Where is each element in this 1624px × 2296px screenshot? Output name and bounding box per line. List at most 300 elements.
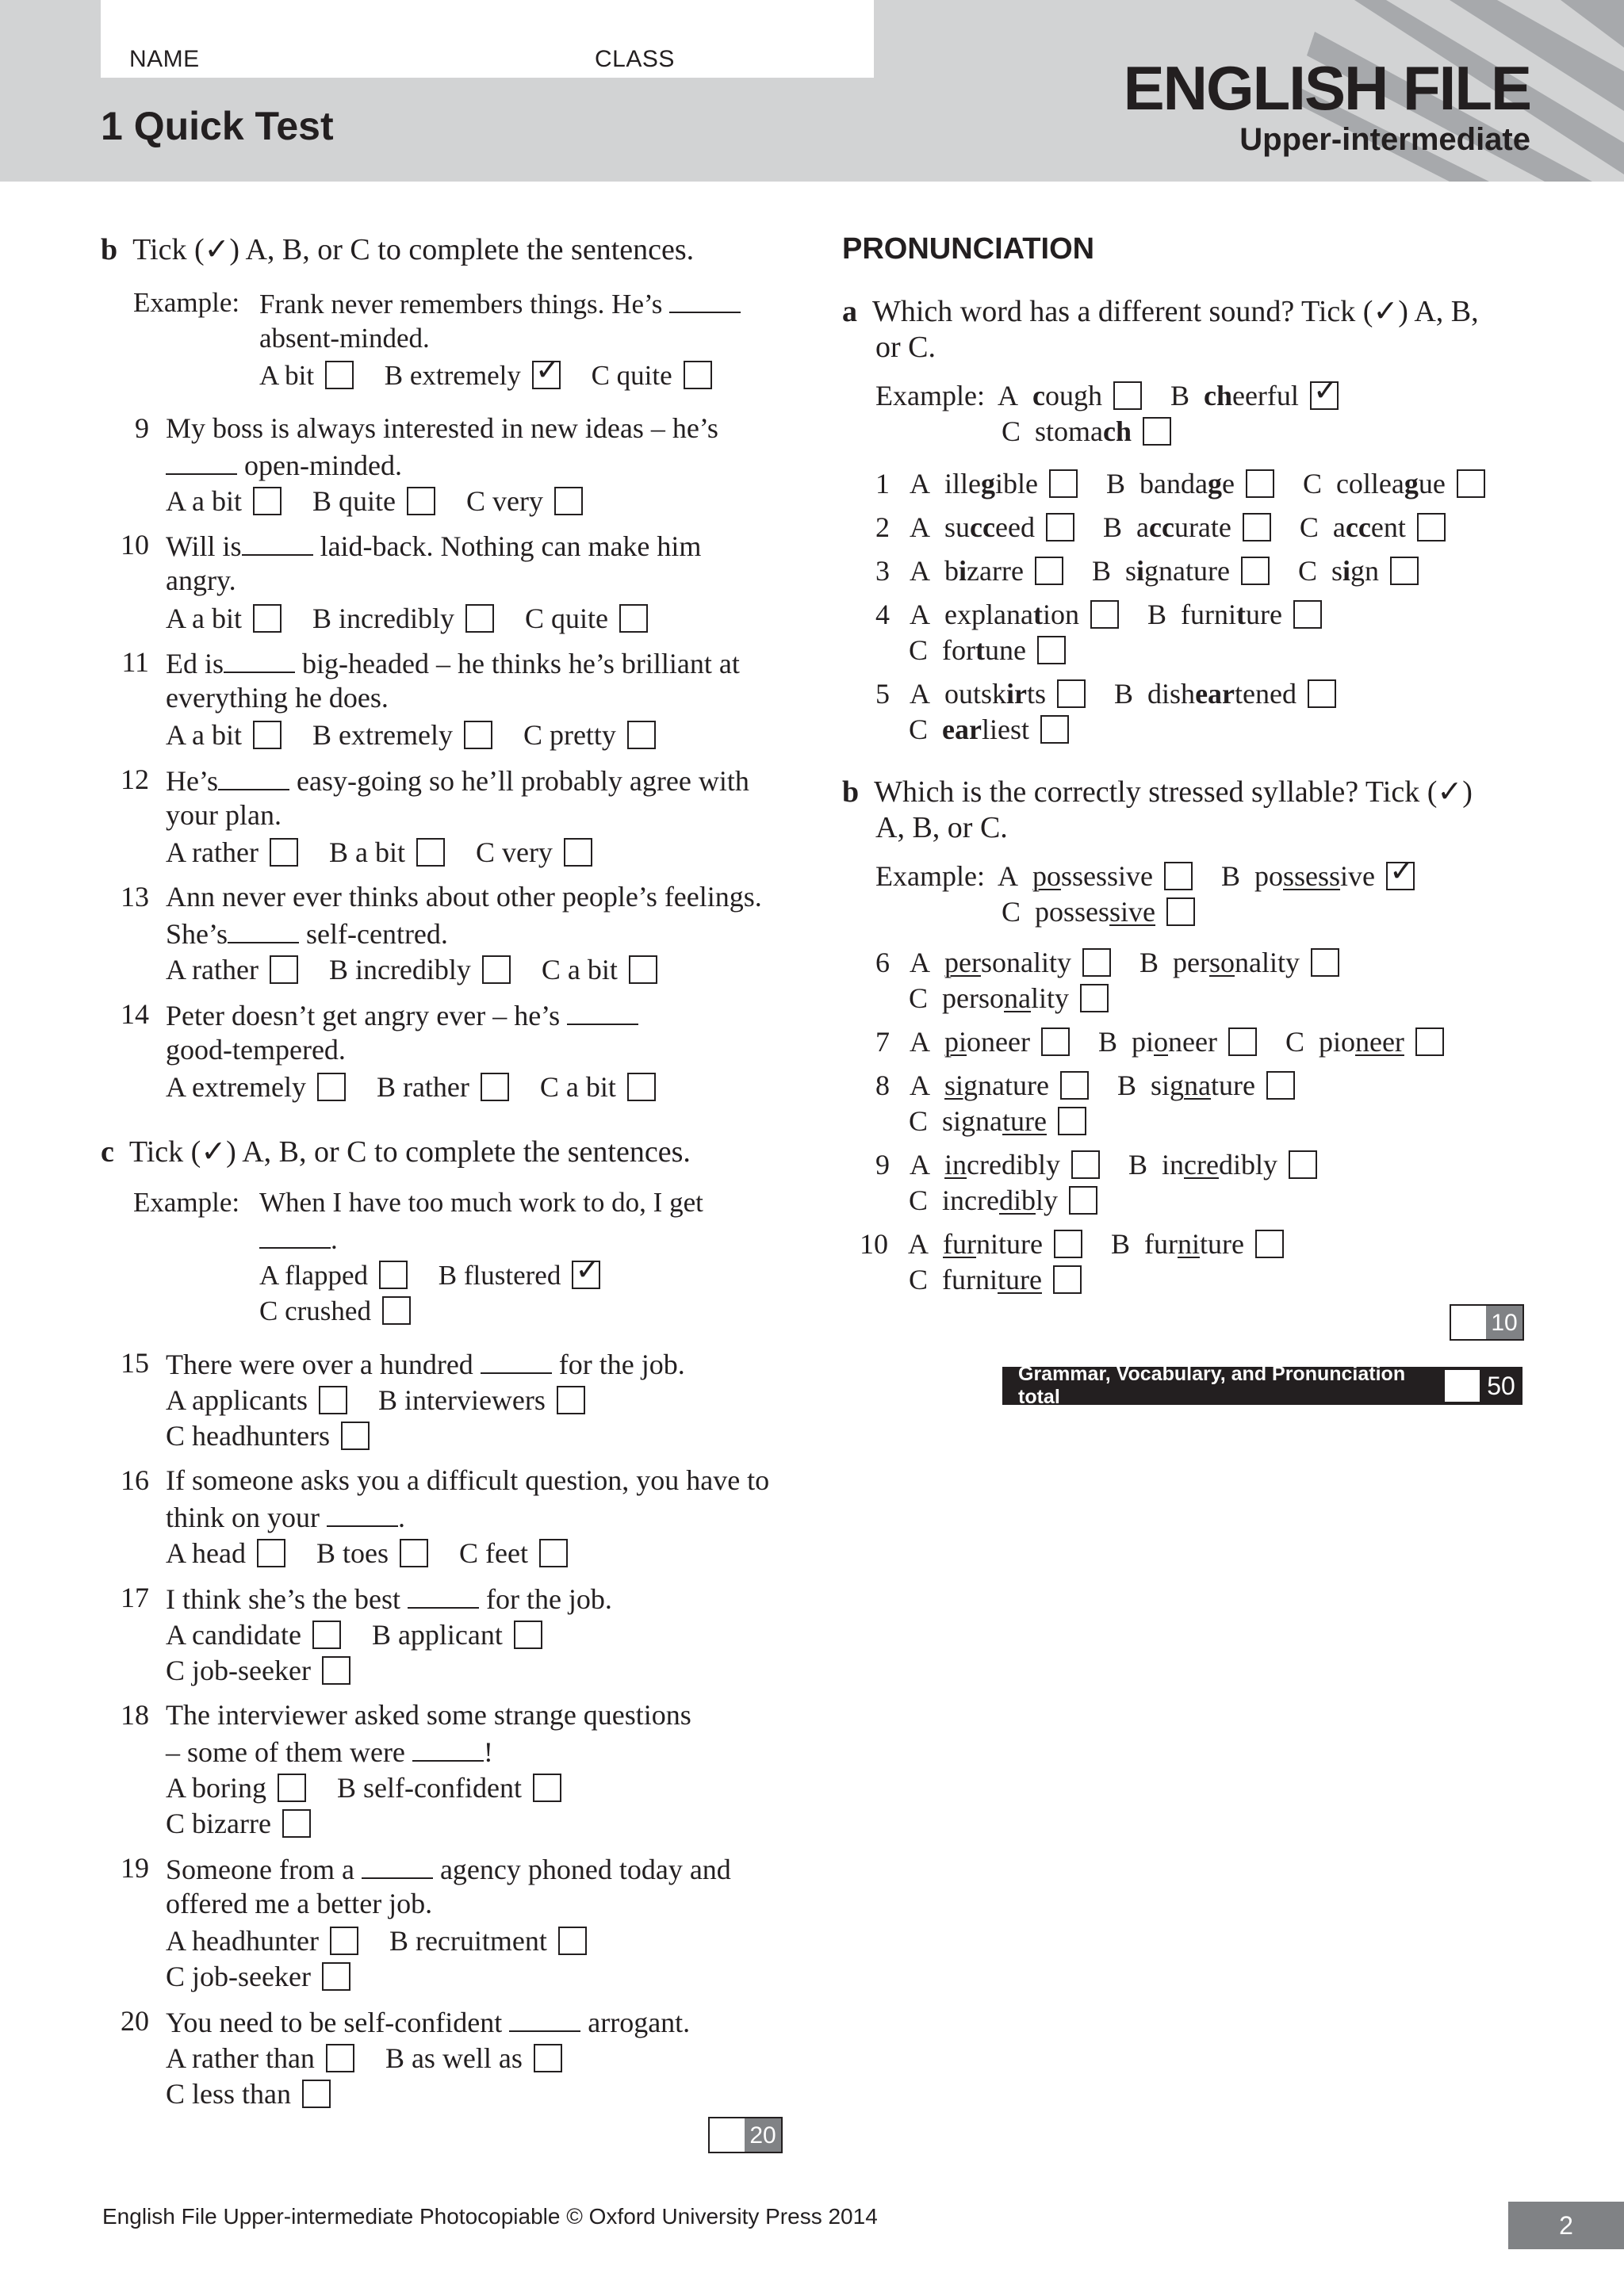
option-label: A rather	[166, 836, 259, 868]
option-label: A head	[166, 1537, 246, 1569]
score-entry[interactable]	[710, 2118, 745, 2152]
checkbox[interactable]	[514, 1621, 542, 1649]
option-a	[166, 1383, 347, 1418]
checkbox[interactable]	[1037, 636, 1066, 664]
score-max: 10	[1486, 1306, 1522, 1339]
checkbox[interactable]	[1049, 469, 1078, 498]
answer-blank	[327, 1498, 398, 1527]
question-options	[166, 601, 672, 637]
stress-q10-cont: C furniture	[909, 1262, 1082, 1298]
checkbox[interactable]	[1041, 1027, 1070, 1056]
text: Someone from a	[166, 1854, 354, 1885]
checkbox[interactable]	[465, 604, 494, 633]
checkbox[interactable]	[1054, 1230, 1082, 1258]
text: Peter doesn’t get angry ever – he’s	[166, 1000, 561, 1031]
brand-name: ENGLISH FILE	[1123, 53, 1530, 123]
stress-q6-cont: C personality	[909, 981, 1109, 1016]
checkbox[interactable]	[1040, 715, 1069, 744]
checkbox[interactable]	[1246, 469, 1274, 498]
section-instruction: Tick (✓) A, B, or C to complete the sentences.	[132, 233, 695, 266]
checkbox[interactable]	[253, 487, 282, 515]
checkbox	[379, 1261, 408, 1289]
option-label: C a bit	[541, 954, 618, 985]
option-label: A a bit	[166, 719, 242, 751]
checkbox[interactable]	[627, 1073, 656, 1101]
checkbox[interactable]	[312, 1621, 341, 1649]
option-c	[166, 1806, 311, 1842]
checkbox-ticked	[1386, 853, 1415, 890]
option-c	[476, 835, 592, 871]
question-text	[166, 762, 749, 799]
option-label: B extremely	[312, 719, 453, 751]
option-b	[384, 352, 561, 393]
question-text-cont	[166, 446, 402, 484]
option-a	[166, 1070, 346, 1105]
checkbox[interactable]	[416, 838, 445, 867]
option-b	[329, 835, 445, 871]
option-b	[389, 1923, 587, 1959]
checkbox[interactable]	[253, 604, 282, 633]
footer-title: English File Upper-intermediate	[102, 2204, 414, 2229]
stress-example-cont: C possessive	[1002, 894, 1195, 930]
option-b	[377, 1070, 509, 1105]
question-number: 17	[121, 1582, 149, 1613]
question-options-cont	[166, 1959, 374, 1995]
text: laid-back. Nothing can make him	[320, 530, 702, 562]
stress-example: Example: A possessive B possessive ✓	[875, 853, 1415, 892]
text: He’s	[166, 765, 218, 797]
total-max: 50	[1483, 1370, 1519, 1402]
question-options	[166, 1070, 680, 1105]
question-options	[166, 2041, 586, 2076]
text: open-minded.	[244, 450, 402, 481]
score-entry[interactable]	[1451, 1306, 1486, 1339]
option-c	[166, 1653, 350, 1689]
text: big-headed – he thinks he’s brilliant at	[302, 648, 740, 679]
option-a	[166, 2041, 354, 2076]
example-options	[259, 352, 736, 393]
option-label: C quite	[591, 360, 672, 391]
option-c	[459, 1536, 568, 1571]
option-a	[166, 1536, 285, 1571]
name-class-box	[101, 0, 874, 78]
question-number: 12	[121, 763, 149, 795]
option-c	[525, 601, 648, 637]
total-score-entry[interactable]	[1445, 1370, 1480, 1402]
checkbox[interactable]	[1060, 1071, 1089, 1100]
question-number: 9	[135, 412, 149, 444]
option-label: B recruitment	[389, 1925, 547, 1957]
checkbox[interactable]	[1080, 984, 1109, 1012]
stress-q7: 7 A pioneer B pioneer C pioneer	[875, 1024, 1444, 1060]
checkbox[interactable]	[322, 1962, 350, 1991]
checkbox	[382, 1296, 411, 1325]
checkbox[interactable]	[1255, 1230, 1284, 1258]
question-text-cont	[166, 915, 448, 952]
checkbox[interactable]	[1057, 679, 1086, 708]
question-text-cont: – some of them were !	[166, 1733, 493, 1770]
pron-q1: 1 A illegible B bandage C colleague	[875, 466, 1485, 502]
header-band	[0, 0, 1624, 182]
option-b	[385, 2041, 562, 2076]
checkbox[interactable]	[1228, 1027, 1257, 1056]
section-instruction: Which word has a different sound? Tick (✓) A, B,	[872, 295, 1479, 328]
question-number: 18	[121, 1699, 149, 1731]
pron-q3: 3 A bizarre B signature C sign	[875, 553, 1419, 589]
answer-blank	[412, 1733, 484, 1762]
tick-icon: ✓	[534, 352, 561, 387]
option-label: A a bit	[166, 603, 242, 634]
option-label: B rather	[376, 1071, 469, 1103]
checkbox[interactable]	[322, 1656, 350, 1685]
checkbox[interactable]	[400, 1539, 428, 1567]
answer-blank	[669, 285, 741, 313]
question-options	[166, 1617, 566, 1653]
answer-blank	[259, 1221, 331, 1249]
total-label: Grammar, Vocabulary, and Pronunciation total	[1018, 1363, 1406, 1408]
text: easy-going so he’ll probably agree with	[297, 765, 749, 797]
answer-blank	[218, 762, 289, 790]
checkbox[interactable]	[278, 1774, 306, 1802]
checkbox[interactable]	[534, 2044, 562, 2072]
option-label: C very	[475, 836, 553, 868]
example-text: Frank never remembers things. He’s	[259, 289, 663, 320]
question-options-cont	[166, 1806, 335, 1842]
section-instruction: Tick (✓) A, B, or C to complete the sentences.	[128, 1135, 691, 1169]
stress-q6: 6 A personality B personality	[875, 945, 1339, 981]
checkbox[interactable]	[1082, 948, 1111, 977]
checkbox[interactable]	[1058, 1107, 1086, 1135]
section-letter: a	[842, 295, 857, 328]
section-instruction: Which is the correctly stressed syllable? Tick (✓)	[874, 775, 1473, 809]
question-text	[166, 997, 638, 1034]
question-text-cont: offered me a better job.	[166, 1888, 433, 1919]
question-text-cont: angry.	[166, 564, 236, 596]
question-options	[166, 1923, 611, 1959]
question-options-cont	[166, 1418, 393, 1454]
question-options	[166, 952, 681, 988]
score-max: 20	[745, 2118, 781, 2152]
section-a-heading-cont: or C.	[875, 331, 936, 364]
option-b	[337, 1770, 561, 1806]
section-letter: b	[842, 775, 860, 809]
option-b	[312, 718, 492, 753]
option-c	[542, 952, 657, 988]
checkbox	[684, 361, 712, 389]
checkbox[interactable]	[330, 1927, 358, 1955]
brand-level: Upper-intermediate	[1239, 122, 1530, 157]
question-text: If someone asks you a difficult question, you have to	[166, 1464, 770, 1496]
option-a	[166, 718, 282, 753]
option-label: A rather than	[166, 2042, 315, 2074]
option-b	[316, 1536, 428, 1571]
text: I think she’s the best	[166, 1583, 400, 1615]
pron-example: Example: A cough B cheerful ✓	[875, 373, 1339, 411]
question-number: 14	[121, 998, 149, 1030]
text: There were over a hundred	[166, 1349, 473, 1380]
question-text: The interviewer asked some strange questions	[166, 1699, 691, 1731]
option-b	[438, 1252, 601, 1293]
option-a	[166, 1770, 306, 1806]
checkbox[interactable]	[629, 955, 657, 984]
option-c	[166, 2076, 331, 2112]
example-label: Example:	[133, 287, 240, 318]
option-label: C quite	[524, 603, 608, 634]
checkbox[interactable]	[270, 838, 298, 867]
option-c	[166, 1959, 350, 1995]
example-sentence-cont: absent-minded.	[259, 323, 430, 354]
checkbox[interactable]	[1035, 557, 1063, 585]
answer-blank	[408, 1580, 479, 1609]
option-b	[329, 952, 511, 988]
answer-blank	[567, 997, 638, 1025]
name-label: NAME	[129, 46, 200, 72]
checkbox[interactable]	[319, 1386, 347, 1414]
option-b	[378, 1383, 585, 1418]
section-b-stress-heading-cont: A, B, or C.	[875, 811, 1008, 844]
question-options	[166, 1383, 609, 1418]
option-label: C a bit	[539, 1071, 616, 1103]
question-number: 11	[121, 646, 149, 678]
checkbox[interactable]	[1266, 1071, 1295, 1100]
checkbox[interactable]	[407, 487, 435, 515]
checkbox	[325, 361, 354, 389]
option-label: B interviewers	[377, 1384, 546, 1416]
pron-q2: 2 A succeed B accurate C accent	[875, 510, 1446, 545]
option-label: B incredibly	[328, 954, 471, 985]
question-text	[166, 527, 701, 564]
question-number: 16	[121, 1464, 149, 1496]
checkbox[interactable]	[464, 721, 492, 749]
question-text	[166, 1345, 685, 1383]
option-a	[166, 484, 282, 519]
stress-q9: 9 A incredibly B incredibly	[875, 1147, 1317, 1183]
checkbox[interactable]	[1069, 1186, 1097, 1215]
checkbox[interactable]	[1390, 557, 1419, 585]
answer-blank	[224, 645, 295, 673]
option-label: A headhunter	[166, 1925, 319, 1957]
checkbox[interactable]	[317, 1073, 346, 1101]
option-label: C bizarre	[166, 1808, 271, 1839]
tick-icon: ✓	[1312, 373, 1339, 408]
option-label: C feet	[458, 1537, 528, 1569]
tick-icon: ✓	[1389, 853, 1415, 888]
stress-q8-cont: C signature	[909, 1104, 1086, 1139]
option-label: A extremely	[166, 1071, 306, 1103]
answer-blank	[481, 1345, 552, 1374]
checkbox[interactable]	[1415, 1027, 1444, 1056]
answer-blank	[228, 915, 299, 943]
question-text	[166, 645, 740, 682]
option-c	[540, 1070, 656, 1105]
option-label: A rather	[166, 954, 259, 985]
option-a	[166, 952, 298, 988]
option-label: B a bit	[328, 836, 405, 868]
class-label: CLASS	[595, 46, 675, 72]
checkbox[interactable]	[1243, 513, 1271, 541]
checkbox[interactable]	[558, 1927, 587, 1955]
option-b	[312, 484, 435, 519]
checkbox[interactable]	[326, 2044, 354, 2072]
checkbox[interactable]	[1053, 1265, 1082, 1294]
option-a	[259, 1258, 408, 1293]
section-letter: b	[101, 233, 118, 266]
pron-q4-cont: C fortune	[909, 633, 1066, 668]
checkbox[interactable]	[539, 1539, 568, 1567]
checkbox-ticked	[1310, 373, 1339, 410]
checkbox[interactable]	[554, 487, 583, 515]
pron-q4: 4 A explanation B furniture	[875, 597, 1322, 633]
option-b	[312, 601, 494, 637]
checkbox[interactable]	[627, 721, 656, 749]
question-options	[166, 1770, 585, 1806]
option-label: A boring	[166, 1772, 267, 1804]
text: self-centred.	[306, 918, 448, 950]
section-a-heading	[842, 293, 1479, 331]
question-options-cont	[166, 2076, 354, 2112]
option-a	[166, 601, 282, 637]
section-b-stress-heading	[842, 774, 1473, 812]
option-label: C headhunters	[166, 1420, 330, 1452]
text: think on your	[166, 1502, 320, 1533]
question-options	[166, 1536, 592, 1571]
question-options	[166, 718, 680, 753]
checkbox[interactable]	[1311, 948, 1339, 977]
option-label: B flustered	[438, 1260, 561, 1291]
text: – some of them were	[166, 1736, 405, 1768]
checkbox[interactable]	[557, 1386, 585, 1414]
option-a	[166, 1617, 341, 1653]
checkbox[interactable]	[1071, 1150, 1100, 1179]
question-number: 19	[121, 1852, 149, 1884]
footer	[102, 2204, 878, 2229]
example-options	[259, 1252, 624, 1293]
checkbox	[1164, 862, 1193, 890]
option-a	[166, 835, 298, 871]
score-box-section-c	[708, 2117, 783, 2153]
brand-logo	[1123, 53, 1530, 157]
stress-q10: 10 A furniture B furniture	[860, 1226, 1284, 1262]
option-c	[523, 718, 656, 753]
checkbox[interactable]	[253, 721, 282, 749]
answer-blank	[242, 527, 313, 556]
question-number: 20	[121, 2005, 149, 2037]
option-label: C job-seeker	[166, 1961, 311, 1992]
checkbox[interactable]	[1241, 557, 1270, 585]
checkbox[interactable]	[619, 604, 648, 633]
checkbox[interactable]	[282, 1809, 311, 1838]
checkbox[interactable]	[341, 1422, 370, 1450]
option-label: A a bit	[166, 485, 242, 517]
total-score-bar	[1002, 1363, 1522, 1408]
text: for the job.	[558, 1349, 685, 1380]
checkbox[interactable]	[1289, 1150, 1317, 1179]
option-label: A flapped	[259, 1260, 369, 1291]
question-text-cont: think on your .	[166, 1498, 405, 1536]
answer-blank	[362, 1850, 433, 1879]
text: You need to be self-confident	[166, 2007, 503, 2038]
text: Ed is	[166, 648, 224, 679]
text: agency phoned today and	[439, 1854, 731, 1885]
option-b	[372, 1617, 542, 1653]
question-number: 15	[121, 1347, 149, 1379]
question-options	[166, 835, 616, 871]
option-label: B applicant	[371, 1619, 503, 1651]
question-text	[166, 1580, 612, 1617]
checkbox-ticked	[572, 1252, 601, 1289]
option-label: A candidate	[166, 1619, 301, 1651]
option-c	[592, 358, 712, 393]
checkbox[interactable]	[1308, 679, 1336, 708]
text: arrogant.	[588, 2007, 691, 2038]
option-c	[166, 1418, 370, 1454]
option-label: A applicants	[166, 1384, 308, 1416]
option-a	[166, 1923, 358, 1959]
section-c-heading	[101, 1134, 691, 1172]
question-text-cont: everything he does.	[166, 682, 389, 714]
option-label: C job-seeker	[166, 1655, 311, 1686]
score-box-pronunciation	[1450, 1304, 1524, 1341]
pron-q5-cont: C earliest	[909, 712, 1069, 748]
checkbox	[1113, 381, 1142, 410]
checkbox[interactable]	[257, 1539, 285, 1567]
option-label: B extremely	[384, 360, 521, 391]
question-text	[166, 2003, 690, 2041]
checkbox[interactable]	[1293, 600, 1322, 629]
text: Will is	[166, 530, 242, 562]
option-label: A bit	[259, 360, 315, 391]
checkbox[interactable]	[533, 1774, 561, 1802]
option-c	[259, 1294, 411, 1329]
checkbox[interactable]	[482, 955, 511, 984]
checkbox[interactable]	[481, 1073, 509, 1101]
option-c	[466, 484, 583, 519]
page-number: 2	[1508, 2202, 1624, 2249]
answer-blank	[166, 446, 237, 475]
question-text-cont: good-tempered.	[166, 1034, 346, 1066]
checkbox	[1166, 897, 1195, 926]
checkbox	[1143, 417, 1171, 446]
checkbox[interactable]	[270, 955, 298, 984]
checkbox[interactable]	[302, 2080, 331, 2108]
option-label: C pretty	[523, 719, 616, 751]
option-label: B quite	[312, 485, 396, 517]
question-text	[166, 1850, 731, 1888]
question-options-cont	[166, 1653, 374, 1689]
text: for the job.	[485, 1583, 612, 1615]
checkbox[interactable]	[1417, 513, 1446, 541]
stress-q9-cont: C incredibly	[909, 1183, 1097, 1219]
question-number: 13	[121, 881, 149, 913]
example-sentence: When I have too much work to do, I get	[259, 1187, 703, 1218]
checkbox[interactable]	[1046, 513, 1074, 541]
checkbox-ticked	[532, 352, 561, 389]
checkbox[interactable]	[1457, 469, 1485, 498]
example-label: Example:	[875, 860, 985, 892]
stress-q8: 8 A signature B signature	[875, 1068, 1295, 1104]
section-b-heading	[101, 232, 694, 270]
answer-blank	[509, 2003, 580, 2032]
page-title: 1 Quick Test	[101, 104, 334, 148]
question-number: 10	[121, 529, 149, 561]
pron-example-cont: C stomach	[1002, 414, 1171, 450]
example-label: Example:	[875, 380, 985, 411]
checkbox[interactable]	[564, 838, 592, 867]
text: She’s	[166, 918, 228, 950]
pron-q5: 5 A outskirts B disheartened	[875, 676, 1336, 712]
section-letter: c	[101, 1135, 114, 1169]
checkbox[interactable]	[1090, 600, 1119, 629]
